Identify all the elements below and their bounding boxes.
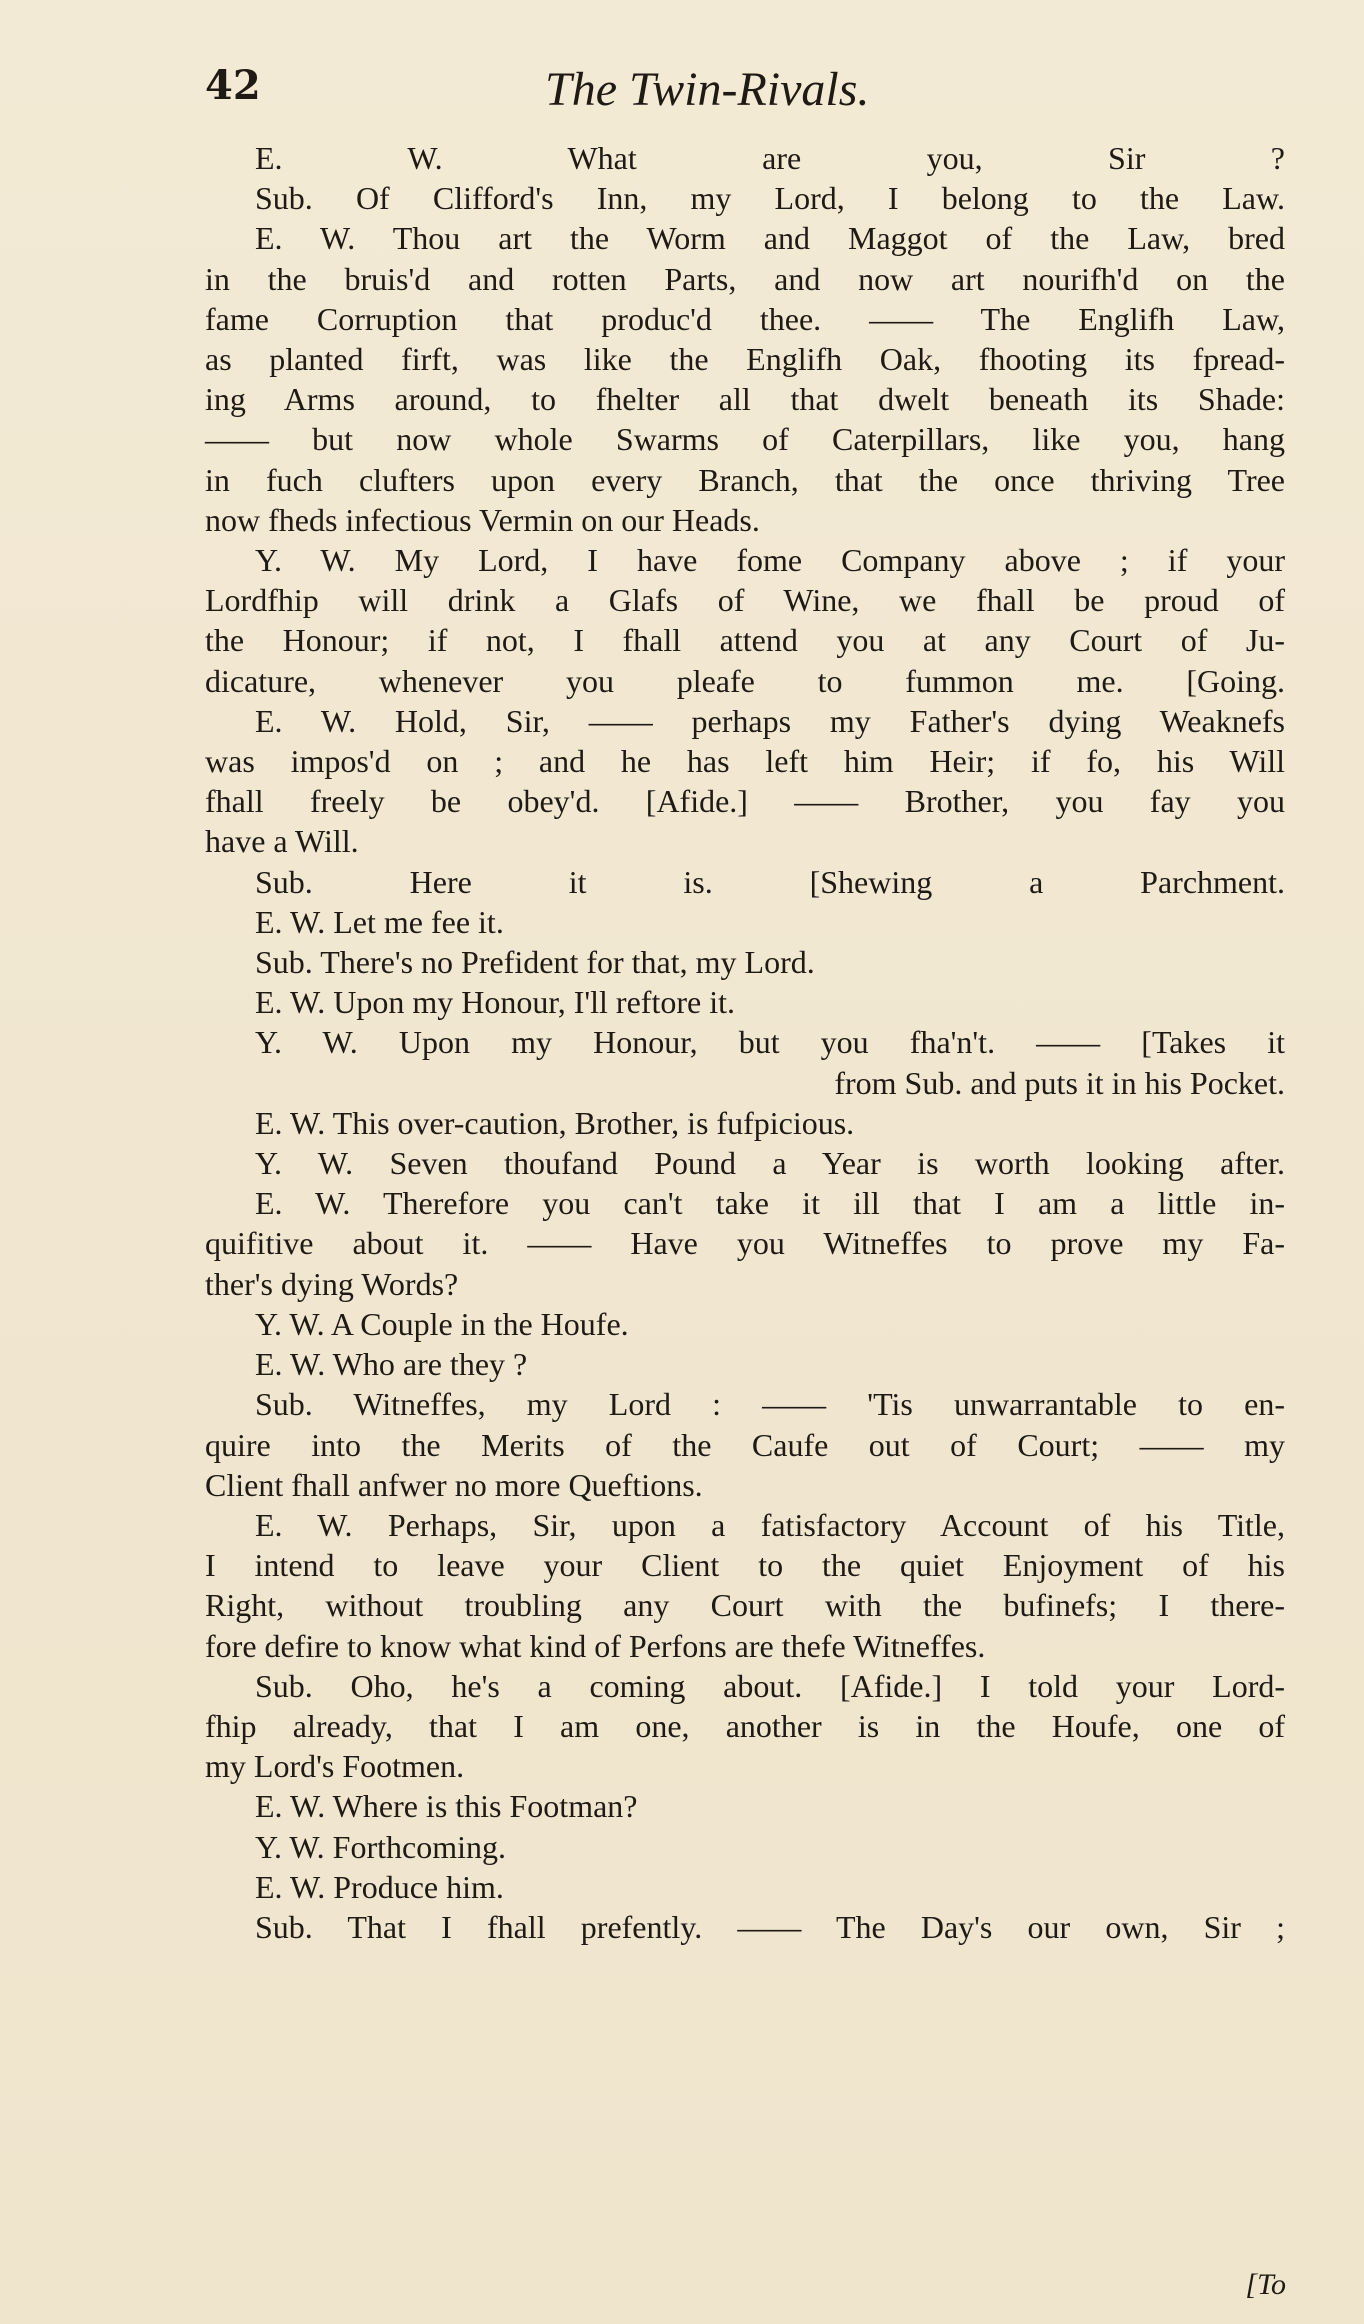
text-line: E. W. Hold, Sir, —— perhaps my Father's dying Weaknefs	[255, 702, 1285, 739]
text-line: Sub. Oho, he's a coming about. [Afide.] I told your Lord-	[255, 1667, 1285, 1704]
text-line: I intend to leave your Client to the quiet Enjoyment of his	[205, 1547, 1285, 1584]
text-line: Sub. There's no Prefident for that, my Lord.	[255, 944, 815, 981]
text-line: E. W. Who are they ?	[255, 1346, 528, 1383]
text-line: E. W. Where is this Footman?	[255, 1788, 638, 1825]
text-line: in fuch clufters upon every Branch, that the once thriving Tree	[205, 461, 1285, 498]
play-text	[205, 138, 1285, 1947]
text-line: Y. W. A Couple in the Houfe.	[255, 1305, 629, 1342]
page-number: 42	[205, 62, 261, 109]
text-line: Y. W. Seven thoufand Pound a Year is worth looking after.	[255, 1145, 1285, 1182]
text-line: my Lord's Footmen.	[205, 1748, 465, 1785]
text-line: Right, without troubling any Court with the bufinefs; I there-	[205, 1587, 1285, 1624]
text-line: E. W. Thou art the Worm and Maggot of the Law, bred	[255, 220, 1285, 257]
text-line: Sub. Witneffes, my Lord : —— 'Tis unwarrantable to en-	[255, 1386, 1285, 1423]
text-line: from Sub. and puts it in his Pocket.	[834, 1064, 1285, 1101]
text-line: fhip already, that I am one, another is in the Houfe, one of	[205, 1707, 1285, 1744]
text-line: ther's dying Words?	[205, 1265, 459, 1302]
text-line: Lordfhip will drink a Glafs of Wine, we fhall be proud of	[205, 582, 1285, 619]
text-line: fore defire to know what kind of Perfons are thefe Witneffes.	[205, 1627, 986, 1664]
text-line: Y. W. My Lord, I have fome Company above ; if your	[255, 542, 1285, 579]
text-line: ing Arms around, to fhelter all that dwelt beneath its Shade:	[205, 381, 1285, 418]
text-line: fame Corruption that produc'd thee. —— The Englifh Law,	[205, 300, 1285, 337]
catchword: [To	[1245, 2268, 1286, 2301]
text-line: Sub. That I fhall prefently. —— The Day's our own, Sir ;	[255, 1908, 1285, 1945]
text-line: E. W. Produce him.	[255, 1868, 504, 1905]
text-line: have a Will.	[205, 823, 359, 860]
text-line: Sub. Of Clifford's Inn, my Lord, I belong to the Law.	[255, 180, 1285, 217]
text-line: Sub. Here it is. [Shewing a Parchment.	[255, 863, 1285, 900]
running-title: The Twin-Rivals.	[545, 63, 870, 116]
text-line: Client fhall anfwer no more Queftions.	[205, 1466, 703, 1503]
text-line: E. W. Upon my Honour, I'll reftore it.	[255, 984, 735, 1021]
text-line: fhall freely be obey'd. [Afide.] —— Brother, you fay you	[205, 783, 1285, 820]
text-line: was impos'd on ; and he has left him Heir; if fo, his Will	[205, 743, 1285, 780]
text-line: E. W. What are you, Sir ?	[255, 140, 1285, 176]
text-line: E. W. Let me fee it.	[255, 903, 504, 940]
text-line: Y. W. Forthcoming.	[255, 1828, 506, 1865]
text-line: the Honour; if not, I fhall attend you at any Court of Ju-	[205, 622, 1285, 659]
text-line: Y. W. Upon my Honour, but you fha'n't. —— [Takes it	[255, 1024, 1285, 1061]
text-line: dicature, whenever you pleafe to fummon me. [Going.	[205, 662, 1285, 699]
text-line: E. W. This over-caution, Brother, is fufpicious.	[255, 1104, 855, 1141]
text-line: as planted firft, was like the Englifh Oak, fhooting its fpread-	[205, 341, 1285, 378]
text-line: quifitive about it. —— Have you Witneffes to prove my Fa-	[205, 1225, 1285, 1262]
text-line: in the bruis'd and rotten Parts, and now art nourifh'd on the	[205, 260, 1285, 297]
text-line: now fheds infectious Vermin on our Heads.	[205, 501, 760, 538]
text-line: E. W. Perhaps, Sir, upon a fatisfactory Account of his Title,	[255, 1506, 1285, 1543]
text-line: quire into the Merits of the Caufe out of Court; —— my	[205, 1426, 1285, 1463]
page-header	[205, 62, 1285, 134]
text-line: —— but now whole Swarms of Caterpillars, like you, hang	[205, 421, 1285, 458]
text-line: E. W. Therefore you can't take it ill that I am a little in-	[255, 1185, 1285, 1222]
